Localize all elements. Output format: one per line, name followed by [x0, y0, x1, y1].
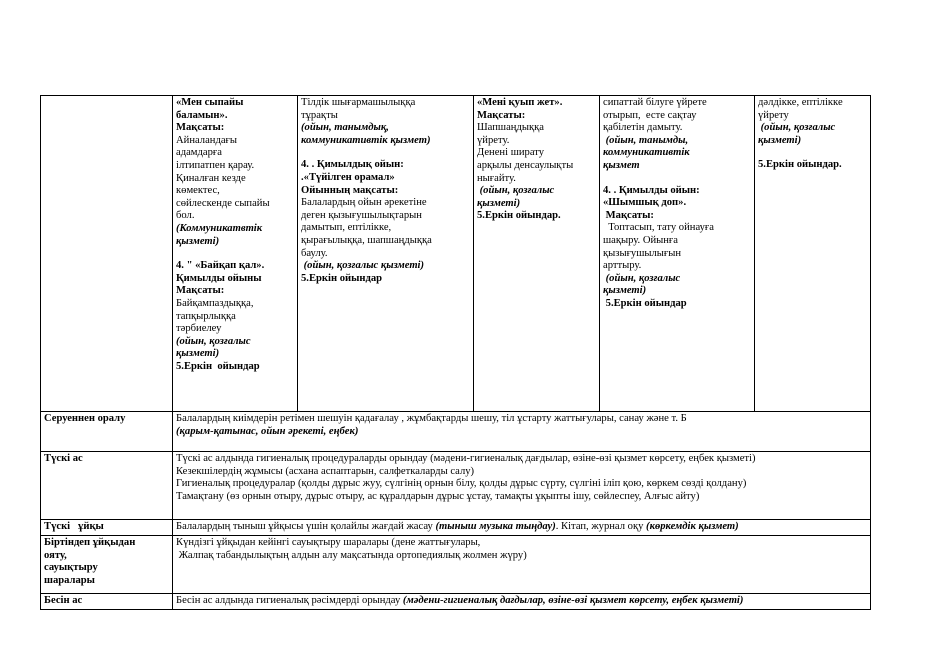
cell-text-line: 4. . Қимылды ойын:: [603, 184, 700, 196]
table-row-return-walk: [41, 412, 871, 452]
cell-text-line: Айналандағы: [176, 134, 237, 146]
cell-text-line: (Коммуникатвтік: [176, 222, 263, 234]
cell-text-line: тәрбиелеу: [176, 323, 222, 335]
cell-text-line: «Мен сыпайы: [176, 97, 244, 108]
snack-text: Бесін ас алдында гигиеналық рәсімдерді орындау: [176, 595, 403, 606]
cell-text-line: сөйлескенде сыпайы: [176, 197, 270, 209]
cell-text-line: бол.: [176, 210, 195, 222]
cell-text-line: 5.Еркін ойындар: [176, 360, 260, 372]
cell-text-line: баулу.: [301, 247, 328, 259]
lunch-line-1: Түскі ас алдында гигиеналық процедураларды орындау (мәдени-гигиеналық дағдылар, өзіне-өзі қызмет көрсету, еңбек қызметі): [176, 453, 756, 464]
cell-text-line: .«Түйілген орамал»: [301, 171, 395, 183]
cell-text-line: нығайту.: [477, 172, 516, 184]
cell-text-line: Қимылды ойыны: [176, 272, 262, 284]
cell-text-line: қызметі): [477, 197, 521, 209]
cell-text-line: қызмет: [603, 159, 640, 171]
cell-text-line: коммуникативтік қызмет): [301, 134, 431, 146]
row-content-lunch: [173, 452, 871, 520]
table-row-snack: [41, 594, 871, 610]
cell-text-line: дамытып, ептілікке,: [301, 222, 392, 234]
cell-text-line: (ойын, қозғалыс қызметі): [301, 260, 425, 272]
cell-text-line: арттыру.: [603, 260, 642, 272]
wake-label-line-2: ояту,: [44, 549, 67, 561]
cell-text-line: үйрету: [758, 109, 789, 121]
row-label-text: Бесін ас: [44, 595, 83, 606]
wake-label-line-4: шаралары: [44, 574, 95, 586]
lunch-line-3: Гигиеналық процедуралар (қолды дұрыс жуу, сүлгінің орнын білу, қолды дұрыс сүрту, сүлгіні іліп қою, көркем сөзді қолдану): [176, 478, 747, 490]
cell-text-line: «Шымшық доп».: [603, 197, 687, 209]
cell-text-line: қырағылыққа, шапшаңдыққа: [301, 234, 432, 246]
cell-text-line: отырып, есте сақтау: [603, 109, 697, 121]
cell-text-line: (ойын, танымды,: [603, 134, 689, 146]
cell-text-line: шақыру. Ойынға: [603, 234, 678, 246]
activity-cell-1: [173, 96, 298, 412]
activity-cell-2: [298, 96, 474, 412]
cell-text-line: Мақсаты:: [603, 209, 654, 221]
cell-text-line: көмектес,: [176, 185, 220, 197]
line-gap: [758, 147, 867, 159]
row-label-text: Түскі ұйқы: [44, 521, 104, 532]
cell-text-line: Тілдік шығармашылыққа: [301, 97, 416, 108]
cell-text-line: (ойын, қозғалыс: [758, 122, 836, 134]
lunch-line-2: Кезекшілердің жұмысы (асхана аспаптарын, салфеткаларды салу): [176, 465, 475, 477]
table-row-nap: [41, 520, 871, 536]
cell-text-line: үйрету.: [477, 134, 510, 146]
cell-text-line: Ойынның мақсаты:: [301, 184, 399, 196]
cell-text-line: қызметі): [758, 134, 802, 146]
cell-text-line: қызығушылығын: [603, 247, 682, 259]
cell-text-line: Байқампаздыққа,: [176, 297, 254, 309]
cell-text-line: Мақсаты:: [176, 122, 225, 134]
cell-text-line: 5.Еркін ойындар.: [758, 159, 842, 171]
return-walk-note: (қарым-қатынас, ойын әрекеті, еңбек): [176, 425, 359, 437]
cell-text-line: тұрақты: [301, 109, 338, 121]
cell-text-line: адамдарға: [176, 147, 222, 159]
line-gap: [176, 248, 294, 260]
cell-text-line: Мақсаты:: [477, 109, 526, 121]
cell-text-line: Қиналған кезде: [176, 172, 246, 184]
row-content-nap: [173, 520, 871, 536]
cell-text-line: қызметі): [176, 348, 220, 360]
cell-text-line: қызметі): [176, 235, 220, 247]
row-label-snack: [41, 594, 173, 610]
table-row-activities: [41, 96, 871, 412]
line-gap: [603, 173, 751, 185]
empty-label-cell: [41, 96, 173, 412]
cell-text-line: ілтипатпен қарау.: [176, 159, 255, 171]
cell-text-line: Денені ширату: [477, 147, 545, 159]
cell-text-line: сипаттай білуге үйрете: [603, 97, 707, 108]
cell-text-line: (ойын, танымдық,: [301, 122, 389, 134]
cell-text-line: 4. . Қимылдық ойын:: [301, 159, 404, 171]
cell-text-line: Топтасып, тату ойнауға: [603, 222, 714, 234]
cell-text-line: Шапшаңдыққа: [477, 122, 544, 134]
row-label-nap: [41, 520, 173, 536]
activity-cell-3: [474, 96, 600, 412]
cell-text-line: Мақсаты:: [176, 285, 225, 297]
cell-text-line: 5.Еркін ойындар: [301, 272, 383, 284]
wake-label-line-1: Біртіндеп ұйқыдан: [44, 537, 136, 548]
cell-text-line: (ойын, қозғалыс: [603, 272, 681, 284]
cell-text-line: (ойын, қозғалыс: [176, 335, 251, 347]
cell-text-line: баламын».: [176, 109, 228, 121]
cell-text-line: қызметі): [603, 285, 647, 297]
cell-text-line: коммуникативтік: [603, 147, 690, 159]
cell-text-line: тапқырлыққа: [176, 310, 236, 322]
wake-line-2: Жалпақ табандылықтың алдын алу мақсатында ортопедиялық жолмен жүру): [176, 549, 527, 561]
nap-text: Балалардың тыныш ұйқысы үшін қолайлы жағдай жасау: [176, 521, 436, 532]
cell-text-line: арқылы денсаулықты: [477, 159, 574, 171]
row-content-snack: [173, 594, 871, 610]
row-label-wake: [41, 536, 173, 594]
snack-note: (мәдени-гигиеналық дағдылар, өзіне-өзі қызмет көрсету, еңбек қызметі): [402, 595, 744, 606]
activity-cell-4: [600, 96, 755, 412]
cell-text-line: дәлдікке, ептілікке: [758, 97, 843, 108]
schedule-table: [40, 95, 871, 610]
cell-text-line: Балалардың ойын әрекетіне: [301, 197, 427, 209]
nap-note-2: (көркемдік қызмет): [646, 521, 739, 532]
table-row-lunch: [41, 452, 871, 520]
row-label-text: Серуеннен оралу: [44, 413, 126, 424]
row-label-lunch: [41, 452, 173, 520]
cell-text-line: «Мені қуып жет».: [477, 97, 563, 108]
row-content-return-walk: [173, 412, 871, 452]
cell-text-line: 4. " «Байқап қал».: [176, 260, 265, 272]
lunch-line-4: Тамақтану (өз орнын отыру, дұрыс отыру, ас құралдарын дұрыс ұстау, тамақты ұқыпты ішу, сөйлеспеу, Алғыс айту): [176, 490, 700, 502]
cell-text-line: қабілетін дамыту.: [603, 122, 683, 134]
nap-note-1: (тыныш музыка тыңдау): [435, 521, 556, 532]
return-walk-text: Балалардың киімдерін ретімен шешуін қадағалау , жұмбақтарды шешу, тіл ұстарту жаттығулары, санау және т. Б: [176, 413, 687, 424]
row-label-return-walk: [41, 412, 173, 452]
wake-line-1: Күндізгі ұйқыдан кейінгі сауықтыру шаралары (дене жаттығулары,: [176, 537, 481, 548]
wake-label-line-3: сауықтыру: [44, 562, 98, 574]
cell-text-line: деген қызығушылықтарын: [301, 209, 422, 221]
cell-text-line: (ойын, қозғалыс: [477, 185, 555, 197]
row-label-text: Түскі ас: [44, 453, 83, 464]
cell-text-line: 5.Еркін ойындар: [603, 297, 687, 309]
table-row-wake: [41, 536, 871, 594]
activity-cell-5: [755, 96, 871, 412]
nap-mid-text: . Кітап, журнал оқу: [555, 521, 647, 532]
cell-text-line: 5.Еркін ойындар.: [477, 210, 561, 222]
row-content-wake: [173, 536, 871, 594]
line-gap: [301, 147, 470, 159]
